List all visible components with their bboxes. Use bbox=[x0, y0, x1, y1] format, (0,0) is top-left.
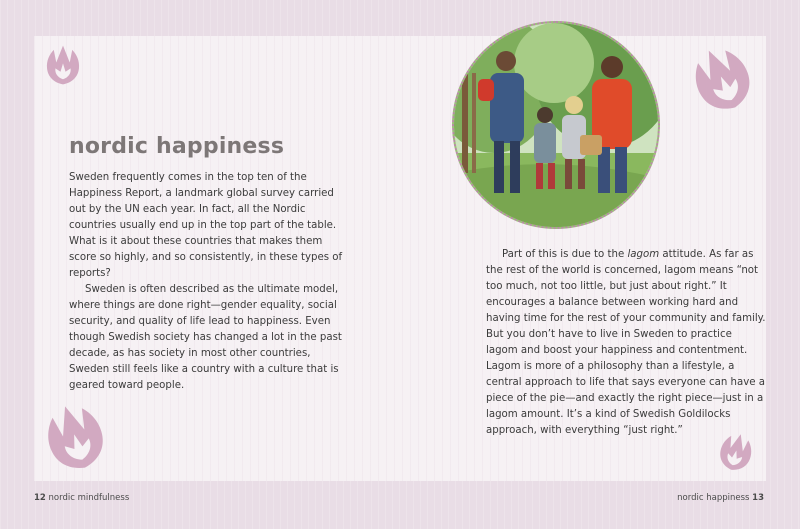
footer-left bbox=[34, 493, 129, 503]
page-title: nordic happiness bbox=[69, 134, 285, 159]
tulip-top-left-icon bbox=[42, 44, 84, 86]
running-head: nordic mindfulness bbox=[48, 493, 130, 503]
paragraph-text: attitude. As far as the rest of the world is concerned, lagom means “not too much, not too little, but just about right.” It encourages a balance between working hard and having time for the rest of your community and family. But you don’t have to live in Sweden to practice lagom and boost your happiness and contentment. Lagom is more of a philosophy than a lifestyle, a central approach to life that says everyone can have a piece of the pie—and exactly the right piece—just in a lagom amount. It’s a kind of Swedish Goldilocks approach, with everything “just right.” bbox=[486, 249, 766, 436]
running-head: nordic happiness bbox=[677, 493, 750, 503]
family-walking-photo bbox=[452, 21, 660, 229]
paragraph: Sweden is often described as the ultimate model, where things are done right—gender equality, social security, and quality of life lead to happiness. Even though Swedish society has changed a lot in the past decade, as has society in most other countries, Sweden still feels like a country with a culture that is geared toward people. bbox=[69, 284, 342, 391]
paragraph: Sweden frequently comes in the top ten of the Happiness Report, a landmark global survey carried out by the UN each year. In fact, all the Nordic countries usually end up in the top part of the table. What is it about these countries that makes them score so highly, and so consistently, in these types of reports? bbox=[69, 172, 343, 279]
paragraph-text: Part of this is due to the bbox=[502, 249, 628, 260]
page-number: 13 bbox=[752, 493, 764, 503]
tulip-top-right-icon bbox=[688, 45, 756, 113]
footer-right bbox=[677, 493, 764, 503]
paragraph bbox=[486, 247, 766, 439]
emphasis-text: lagom bbox=[627, 249, 660, 260]
right-column bbox=[486, 247, 766, 439]
tulip-bottom-left-icon bbox=[40, 400, 110, 474]
page-number: 12 bbox=[34, 493, 46, 503]
left-column bbox=[69, 170, 351, 394]
